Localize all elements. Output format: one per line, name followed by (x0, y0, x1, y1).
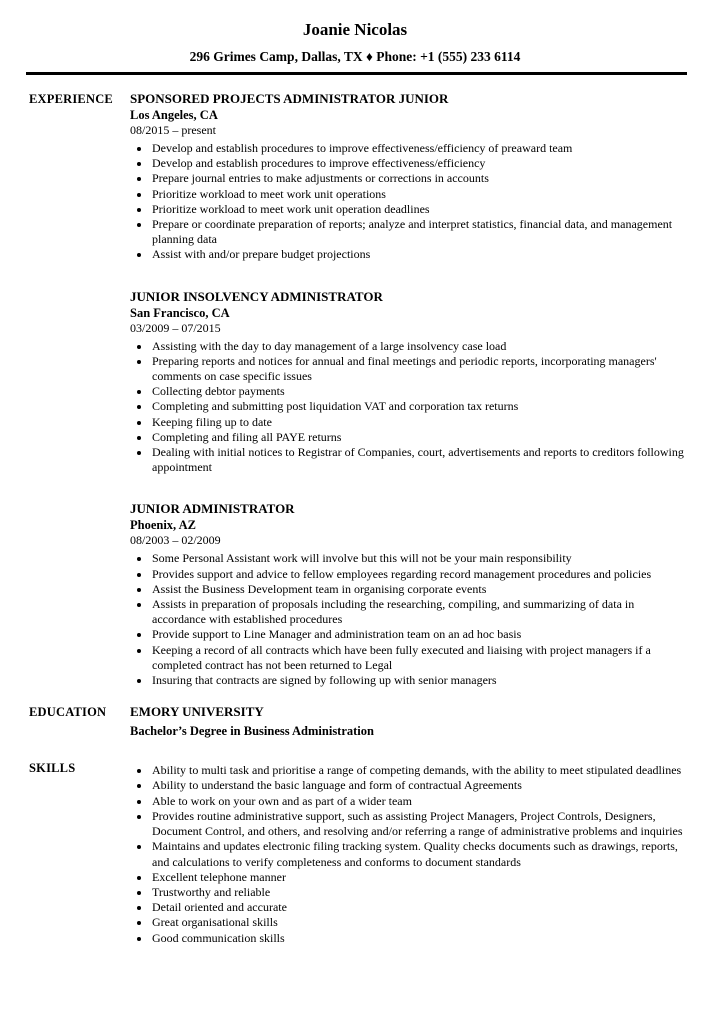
bullet-item: • Provides support and advice to fellow employees regarding record management procedures and policies (151, 567, 688, 582)
bullet-item: • Great organisational skills (151, 915, 688, 930)
job-bullets (130, 551, 688, 688)
job-location: Phoenix, AZ (130, 518, 196, 533)
bullet-item: • Ability to multi task and prioritise a range of competing demands, with the ability to meet stipulated deadlines (151, 763, 688, 778)
education-content (130, 704, 688, 739)
contact-line: 296 Grimes Camp, Dallas, TX ♦ Phone: +1 (555) 233 6114 (189, 49, 521, 64)
bullet-item: • Assists in preparation of proposals including the researching, compiling, and summarizing of data in accordance with established procedures (151, 597, 688, 627)
experience-content (130, 91, 688, 688)
experience-label: EXPERIENCE (29, 92, 113, 106)
job-entry (130, 91, 688, 263)
degree-name: Bachelor’s Degree in Business Administration (130, 724, 374, 739)
job-dates: 08/2015 – present (130, 123, 216, 137)
bullet-item: • Ability to understand the basic language and form of contractual Agreements (151, 778, 688, 793)
bullet-item: • Develop and establish procedures to improve effectiveness/efficiency of preaward team (151, 141, 688, 156)
bullet-item: • Completing and submitting post liquidation VAT and corporation tax returns (151, 399, 688, 414)
bullet-item: • Provide support to Line Manager and administration team on an ad hoc basis (151, 627, 688, 642)
job-title: SPONSORED PROJECTS ADMINISTRATOR JUNIOR (130, 91, 449, 106)
job-bullets (130, 141, 688, 263)
skills-label: SKILLS (29, 761, 76, 776)
job-location: San Francisco, CA (130, 305, 230, 320)
resume-header (0, 0, 710, 65)
candidate-name: Joanie Nicolas (302, 20, 408, 39)
section-experience (29, 91, 688, 688)
bullet-item: • Provides routine administrative support, such as assisting Project Managers, Project Controls, Designers, Document Control, and others, and resolving and/or referring a range of administrative problems and inquiries (151, 809, 688, 839)
skills-list (130, 763, 688, 945)
header-divider (26, 72, 687, 75)
bullet-item: • Completing and filing all PAYE returns (151, 430, 688, 445)
job-entry (130, 501, 688, 688)
bullet-item: • Collecting debtor payments (151, 384, 688, 399)
education-label: EDUCATION (29, 705, 107, 720)
job-title: JUNIOR INSOLVENCY ADMINISTRATOR (130, 288, 383, 304)
bullet-item: • Keeping filing up to date (151, 415, 688, 430)
bullet-item: • Assisting with the day to day management of a large insolvency case load (151, 339, 688, 354)
bullet-item: • Prepare journal entries to make adjustments or corrections in accounts (151, 171, 688, 186)
job-dates: 03/2009 – 07/2015 (130, 320, 221, 335)
bullet-item: • Insuring that contracts are signed by following up with senior managers (151, 673, 688, 688)
job-dates: 08/2003 – 02/2009 (130, 533, 221, 548)
bullet-item: • Able to work on your own and as part of a wider team (151, 794, 688, 809)
bullet-item: • Excellent telephone manner (151, 870, 688, 885)
bullet-item: • Prepare or coordinate preparation of reports; analyze and interpret statistics, financial data, and management planning data (151, 217, 688, 247)
bullet-item: • Some Personal Assistant work will involve but this will not be your main responsibility (151, 551, 688, 566)
job-title: JUNIOR ADMINISTRATOR (130, 501, 295, 517)
job-bullets (130, 339, 688, 476)
section-skills (29, 760, 688, 945)
bullet-item: • Assist with and/or prepare budget projections (151, 247, 688, 262)
skills-content (130, 760, 688, 945)
bullet-item: • Detail oriented and accurate (151, 900, 688, 915)
job-entry (130, 289, 688, 476)
bullet-item: • Assist the Business Development team in organising corporate events (151, 582, 688, 597)
bullet-item: • Preparing reports and notices for annual and final meetings and periodic reports, incorporating managers' comments on case specific issues (151, 354, 688, 384)
school-name: EMORY UNIVERSITY (130, 704, 264, 720)
bullet-item: • Keeping a record of all contracts which have been fully executed and liaising with project managers if a completed contract has not been returned to Legal (151, 643, 688, 673)
bullet-item: • Good communication skills (151, 931, 688, 946)
job-location: Los Angeles, CA (130, 108, 218, 122)
bullet-item: • Prioritize workload to meet work unit operation deadlines (151, 202, 688, 217)
bullet-item: • Develop and establish procedures to improve effectiveness/efficiency (151, 156, 688, 171)
bullet-item: • Trustworthy and reliable (151, 885, 688, 900)
bullet-item: • Maintains and updates electronic filing tracking system. Quality checks documents such as drawings, reports, and calculations to verify completeness and conforms to document standards (151, 839, 688, 869)
bullet-item: • Prioritize workload to meet work unit operations (151, 187, 688, 202)
section-education (29, 704, 688, 739)
bullet-item: • Dealing with initial notices to Registrar of Companies, court, advertisements and reports to creditors following appointment (151, 445, 688, 475)
